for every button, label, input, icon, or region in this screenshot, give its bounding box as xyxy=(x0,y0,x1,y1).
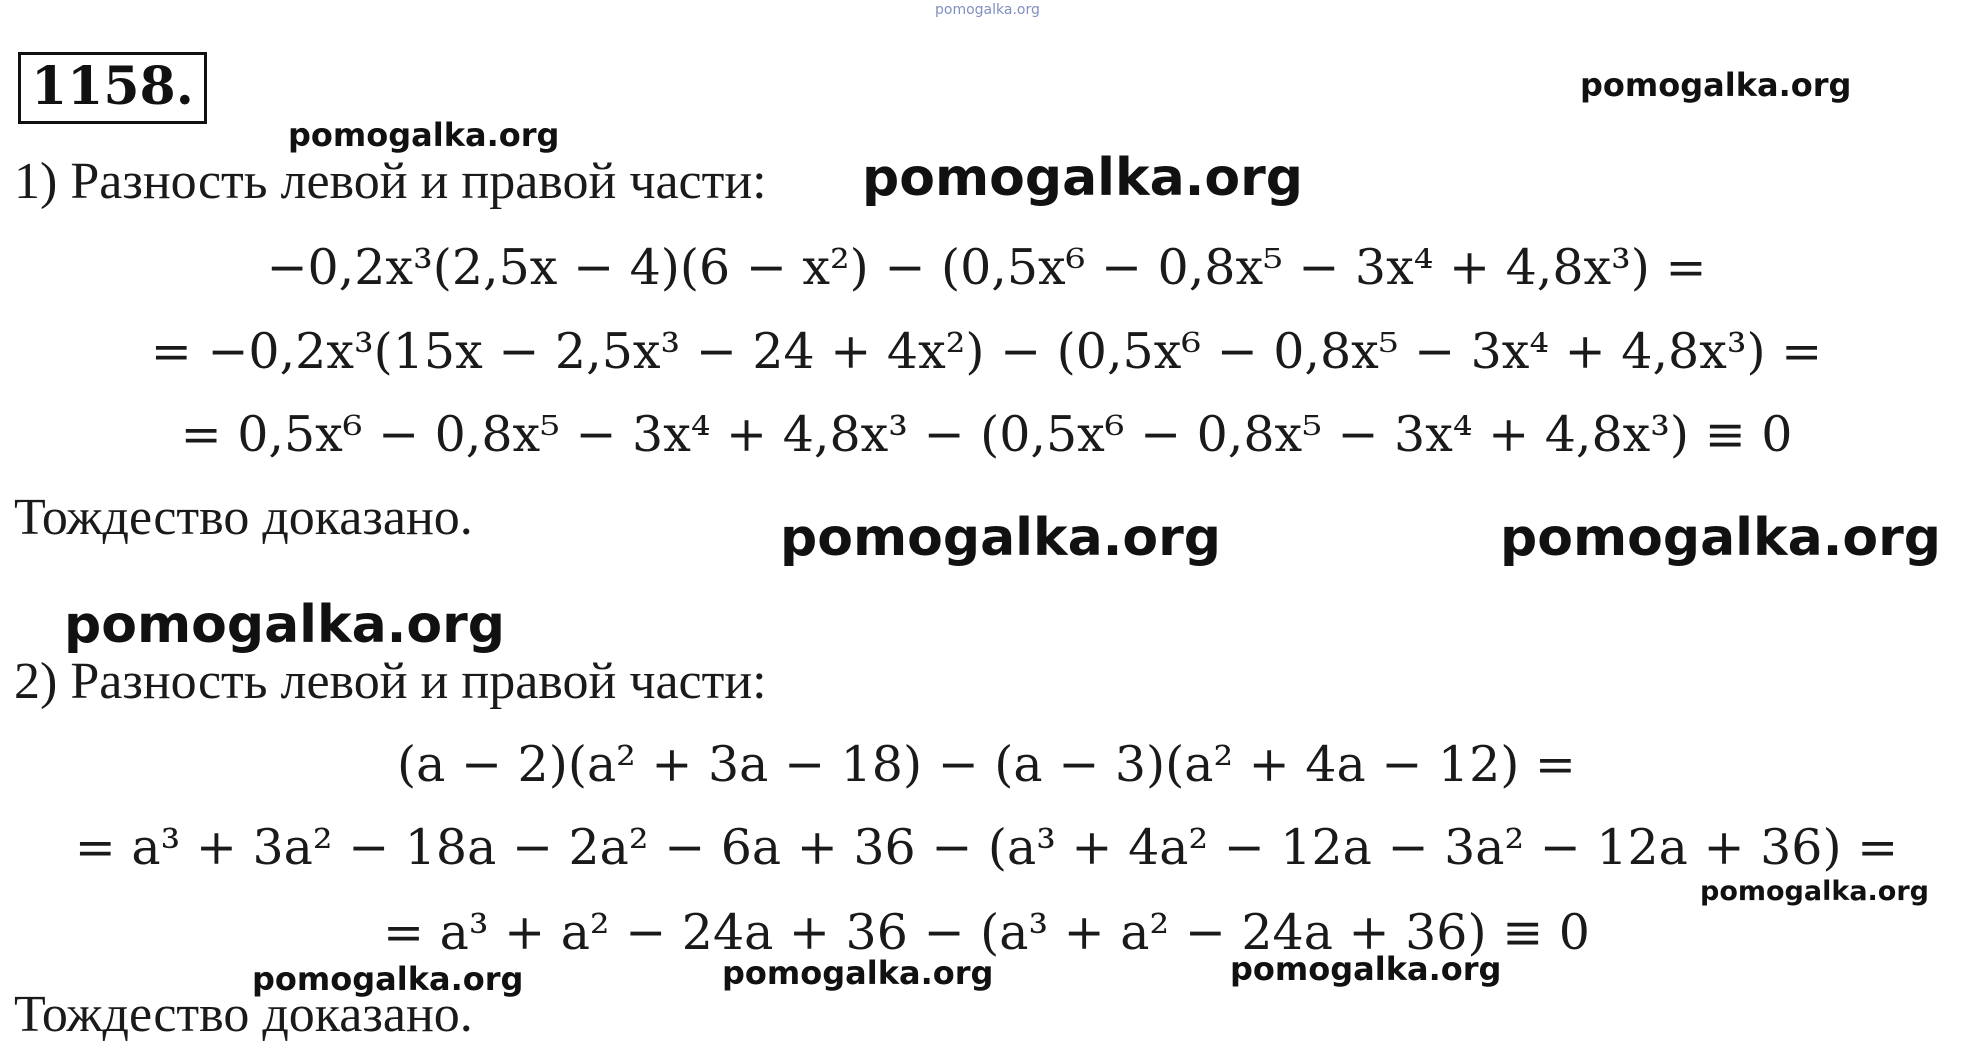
watermark: pomogalka.org xyxy=(288,116,560,154)
part2-math-line-1: (a − 2)(a² + 3a − 18) − (a − 3)(a² + 4a − 12) = xyxy=(397,736,1576,793)
watermark: pomogalka.org xyxy=(1500,508,1942,568)
part1-heading: 1) Разность левой и правой части: xyxy=(14,153,767,210)
part1-math-line-2: = −0,2x³(15x − 2,5x³ − 24 + 4x²) − (0,5x⁶ − 0,8x⁵ − 3x⁴ + 4,8x³) = xyxy=(150,323,1823,380)
part1-conclusion: Тождество доказано. xyxy=(14,489,473,546)
part2-math-line-3: = a³ + a² − 24a + 36 − (a³ + a² − 24a + 36) ≡ 0 xyxy=(383,904,1590,961)
watermark: pomogalka.org xyxy=(1700,876,1929,907)
task-number: 1158. xyxy=(18,52,207,124)
watermark: pomogalka.org xyxy=(64,595,506,655)
watermark: pomogalka.org xyxy=(1580,66,1852,104)
watermark: pomogalka.org xyxy=(252,960,524,998)
watermark: pomogalka.org xyxy=(722,954,994,992)
watermark-top-tiny: pomogalka.org xyxy=(935,2,1040,18)
watermark: pomogalka.org xyxy=(1230,950,1502,988)
part1-math-line-1: −0,2x³(2,5x − 4)(6 − x²) − (0,5x⁶ − 0,8x⁵ − 3x⁴ + 4,8x³) = xyxy=(266,239,1707,296)
part2-heading: 2) Разность левой и правой части: xyxy=(14,653,767,710)
watermark: pomogalka.org xyxy=(862,148,1304,208)
watermark: pomogalka.org xyxy=(780,508,1222,568)
part2-math-line-2: = a³ + 3a² − 18a − 2a² − 6a + 36 − (a³ + 4a² − 12a − 3a² − 12a + 36) = xyxy=(74,819,1899,876)
part2-conclusion: Тождество доказано. xyxy=(14,986,473,1043)
part1-math-line-3: = 0,5x⁶ − 0,8x⁵ − 3x⁴ + 4,8x³ − (0,5x⁶ − 0,8x⁵ − 3x⁴ + 4,8x³) ≡ 0 xyxy=(180,406,1793,463)
